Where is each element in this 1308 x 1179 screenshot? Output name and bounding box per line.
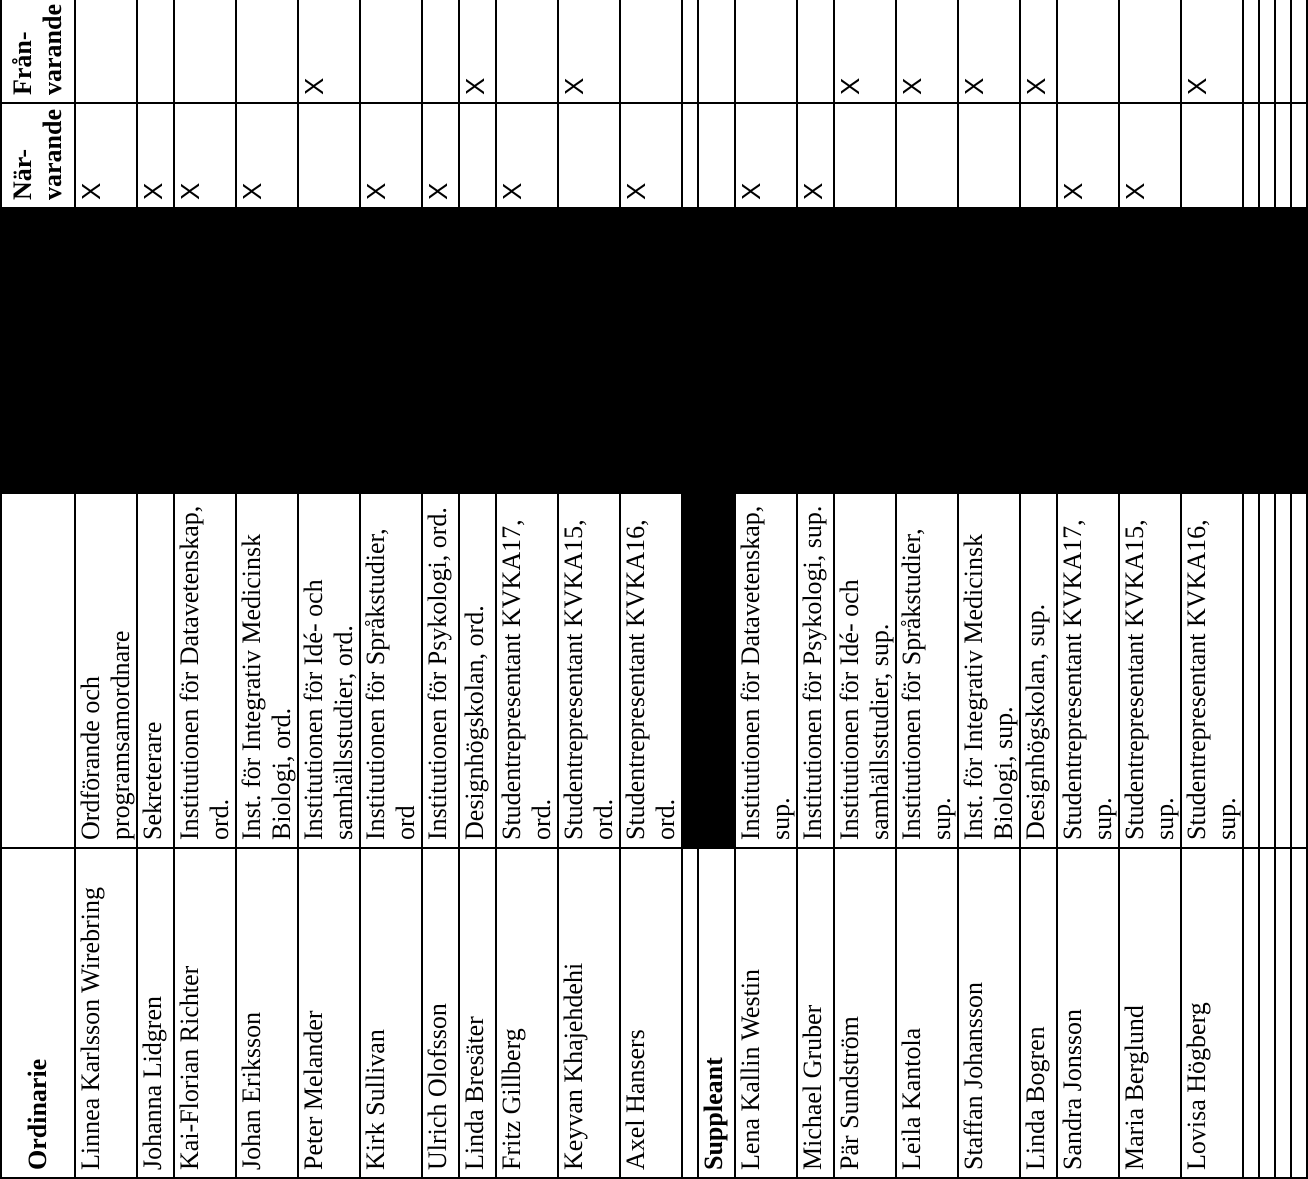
- spacer-cell-2: [1243, 208, 1259, 493]
- member-role: Studentrepresentant KVKA15, ord.: [558, 493, 620, 848]
- suppleant-row: [1119, 0, 1181, 1178]
- absent-mark: X: [1181, 0, 1243, 103]
- member-name: Ulrich Olofsson: [422, 848, 459, 1178]
- black-block-cell: [735, 208, 797, 493]
- member-role: Designhögskolan, ord.: [459, 493, 496, 848]
- header-ordinarie: Ordinarie: [1, 848, 75, 1178]
- present-mark: [896, 103, 958, 208]
- black-block-cell: [422, 208, 459, 493]
- ordinarie-row: [174, 0, 236, 1178]
- spacer-cell-4: [1259, 0, 1275, 103]
- black-block-cell: [236, 208, 298, 493]
- member-name: Linda Bresäter: [459, 848, 496, 1178]
- member-role: Studentrepresentant KVKA17, sup.: [1057, 493, 1119, 848]
- suppleant-row: [1020, 0, 1057, 1178]
- trailing-empty-row: [1259, 0, 1275, 1178]
- suppleant-section-row: [698, 0, 735, 1178]
- spacer-cell-4: [1243, 0, 1259, 103]
- black-block-cell: [797, 208, 834, 493]
- member-role: Sekreterare: [137, 493, 174, 848]
- suppleant-heading: Suppleant: [698, 848, 735, 1178]
- spacer-cell-4: [1275, 0, 1291, 103]
- ordinarie-row: [137, 0, 174, 1178]
- trailing-empty-row: [1243, 0, 1259, 1178]
- ordinarie-row: [422, 0, 459, 1178]
- ordinarie-row: [236, 0, 298, 1178]
- suppleant-row: [1181, 0, 1243, 1178]
- member-role: Designhögskolan, sup.: [1020, 493, 1057, 848]
- spacer-cell-3: [1243, 103, 1259, 208]
- spacer-cell-2: [1275, 208, 1291, 493]
- member-name: Johanna Lidgren: [137, 848, 174, 1178]
- black-block-cell: [698, 493, 735, 848]
- member-name: Michael Gruber: [797, 848, 834, 1178]
- member-role: Inst. för Integrativ Medicinsk Biologi, sup.: [958, 493, 1020, 848]
- suppleant-row: [797, 0, 834, 1178]
- blank-cell: [698, 0, 735, 103]
- ordinarie-row: [75, 0, 137, 1178]
- spacer-cell-2: [1291, 208, 1307, 493]
- spacer-cell-2: [1259, 208, 1275, 493]
- suppleant-row: [1057, 0, 1119, 1178]
- absent-mark: X: [834, 0, 896, 103]
- present-mark: [834, 103, 896, 208]
- absent-mark: [75, 0, 137, 103]
- black-block-cell: [958, 208, 1020, 493]
- present-mark: X: [735, 103, 797, 208]
- member-role: Studentrepresentant KVKA15, sup.: [1119, 493, 1181, 848]
- present-mark: X: [360, 103, 422, 208]
- present-mark: [1181, 103, 1243, 208]
- suppleant-row: [958, 0, 1020, 1178]
- suppleant-row: [735, 0, 797, 1178]
- present-mark: X: [1057, 103, 1119, 208]
- spacer-cell-1: [1243, 493, 1259, 848]
- ordinarie-row: [496, 0, 558, 1178]
- member-role: Institutionen för Idé- och samhällsstudier, sup.: [834, 493, 896, 848]
- black-block-cell: [459, 208, 496, 493]
- ordinarie-row: [459, 0, 496, 1178]
- absent-mark: [360, 0, 422, 103]
- absent-mark: X: [459, 0, 496, 103]
- black-block-cell: [137, 208, 174, 493]
- member-name: Johan Eriksson: [236, 848, 298, 1178]
- present-mark: [958, 103, 1020, 208]
- ordinarie-row: [620, 0, 682, 1178]
- black-block-cell: [360, 208, 422, 493]
- spacer-cell-1: [682, 493, 698, 848]
- black-block-cell: [298, 208, 360, 493]
- absent-mark: [236, 0, 298, 103]
- suppleant-row: [834, 0, 896, 1178]
- member-name: Linnea Karlsson Wirebring: [75, 848, 137, 1178]
- present-mark: [298, 103, 360, 208]
- spacer-cell-0: [1243, 848, 1259, 1178]
- member-role: Institutionen för Språkstudier, sup.: [896, 493, 958, 848]
- black-block-cell: [834, 208, 896, 493]
- spacer-cell-4: [1291, 0, 1307, 103]
- section-spacer: [682, 0, 698, 1178]
- absent-mark: X: [896, 0, 958, 103]
- member-name: Lovisa Högberg: [1181, 848, 1243, 1178]
- absent-mark: [1057, 0, 1119, 103]
- absent-mark: [422, 0, 459, 103]
- absent-mark: [496, 0, 558, 103]
- header-black-block: [1, 208, 75, 493]
- member-role: Institutionen för Psykologi, sup.: [797, 493, 834, 848]
- absent-mark: [137, 0, 174, 103]
- member-name: Kai-Florian Richter: [174, 848, 236, 1178]
- absent-mark: X: [298, 0, 360, 103]
- spacer-cell-4: [682, 0, 698, 103]
- present-mark: [558, 103, 620, 208]
- member-role: Institutionen för Språkstudier, ord: [360, 493, 422, 848]
- member-role: Studentrepresentant KVKA16, sup.: [1181, 493, 1243, 848]
- black-block-cell: [558, 208, 620, 493]
- absent-mark: [735, 0, 797, 103]
- present-mark: X: [496, 103, 558, 208]
- black-block-cell: [1057, 208, 1119, 493]
- absent-mark: X: [958, 0, 1020, 103]
- present-mark: X: [1119, 103, 1181, 208]
- spacer-cell-3: [1259, 103, 1275, 208]
- header-absent: Från- varande: [1, 0, 75, 103]
- spacer-cell-0: [1291, 848, 1307, 1178]
- black-block-cell: [698, 208, 735, 493]
- spacer-cell-3: [1291, 103, 1307, 208]
- member-role: Studentrepresentant KVKA17, ord.: [496, 493, 558, 848]
- present-mark: X: [236, 103, 298, 208]
- ordinarie-row: [360, 0, 422, 1178]
- member-name: Fritz Gillberg: [496, 848, 558, 1178]
- member-name: Pär Sundström: [834, 848, 896, 1178]
- member-name: Keyvan Khajehdehi: [558, 848, 620, 1178]
- black-block-cell: [1119, 208, 1181, 493]
- present-mark: X: [174, 103, 236, 208]
- member-name: Leila Kantola: [896, 848, 958, 1178]
- member-role: Institutionen för Datavetenskap, ord.: [174, 493, 236, 848]
- member-name: Peter Melander: [298, 848, 360, 1178]
- absent-mark: [620, 0, 682, 103]
- ordinarie-row: [558, 0, 620, 1178]
- trailing-empty-row: [1275, 0, 1291, 1178]
- absent-mark: X: [558, 0, 620, 103]
- header-row: [1, 0, 75, 1178]
- present-mark: X: [797, 103, 834, 208]
- spacer-cell-0: [682, 848, 698, 1178]
- spacer-cell-0: [1275, 848, 1291, 1178]
- absent-mark: [174, 0, 236, 103]
- absent-mark: X: [1020, 0, 1057, 103]
- black-block-cell: [1020, 208, 1057, 493]
- member-name: Maria Berglund: [1119, 848, 1181, 1178]
- member-name: Lena Kallin Westin: [735, 848, 797, 1178]
- present-mark: [459, 103, 496, 208]
- member-name: Linda Bogren: [1020, 848, 1057, 1178]
- spacer-cell-1: [1291, 493, 1307, 848]
- spacer-cell-1: [1259, 493, 1275, 848]
- black-block-cell: [1181, 208, 1243, 493]
- present-mark: X: [422, 103, 459, 208]
- member-role: Ordförande och programsamordnare: [75, 493, 137, 848]
- member-role: Institutionen för Idé- och samhällsstudier, ord.: [298, 493, 360, 848]
- header-blank-role: [1, 493, 75, 848]
- black-block-cell: [620, 208, 682, 493]
- suppleant-row: [896, 0, 958, 1178]
- black-block-cell: [496, 208, 558, 493]
- absent-mark: [797, 0, 834, 103]
- member-role: Institutionen för Datavetenskap, sup.: [735, 493, 797, 848]
- member-role: Institutionen för Psykologi, ord.: [422, 493, 459, 848]
- black-block-cell: [896, 208, 958, 493]
- absent-mark: [1119, 0, 1181, 103]
- spacer-cell-3: [682, 103, 698, 208]
- black-block-cell: [75, 208, 137, 493]
- black-block-cell: [174, 208, 236, 493]
- spacer-cell-3: [1275, 103, 1291, 208]
- present-mark: [1020, 103, 1057, 208]
- present-mark: X: [75, 103, 137, 208]
- spacer-cell-1: [1275, 493, 1291, 848]
- ordinarie-row: [298, 0, 360, 1178]
- member-role: Inst. för Integrativ Medicinsk Biologi, ord.: [236, 493, 298, 848]
- attendance-table-body: [1, 0, 1307, 1178]
- trailing-empty-row: [1291, 0, 1307, 1178]
- member-name: Axel Hansers: [620, 848, 682, 1178]
- present-mark: X: [620, 103, 682, 208]
- member-name: Sandra Jonsson: [1057, 848, 1119, 1178]
- member-name: Kirk Sullivan: [360, 848, 422, 1178]
- spacer-cell-2: [682, 208, 698, 493]
- spacer-cell-0: [1259, 848, 1275, 1178]
- header-present: När- varande: [1, 103, 75, 208]
- member-name: Staffan Johansson: [958, 848, 1020, 1178]
- member-role: Studentrepresentant KVKA16, ord.: [620, 493, 682, 848]
- blank-cell: [698, 103, 735, 208]
- present-mark: X: [137, 103, 174, 208]
